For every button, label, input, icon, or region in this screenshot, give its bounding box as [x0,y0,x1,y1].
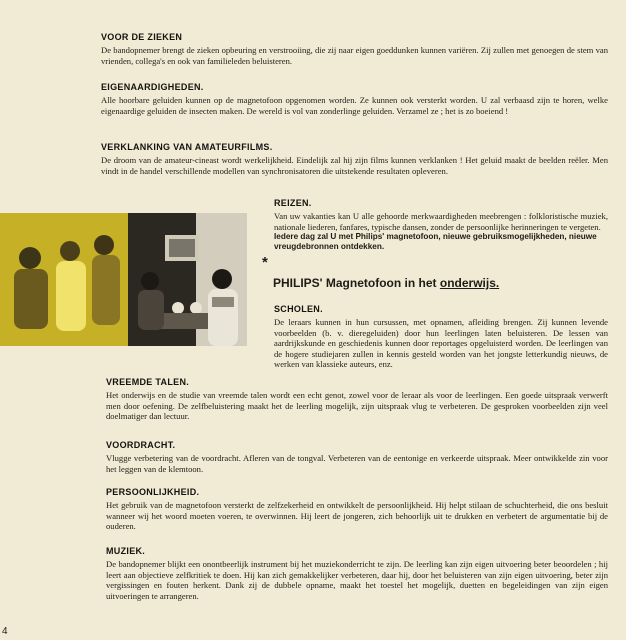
section-text: Van uw vakanties kan U alle gehoorde merkwaardigheden meebrengen : folkloristische muziek, nationale liederen, fanfares, typische dansen, zonder de persoonlijke herinneringen te vergeten. [274,211,608,232]
page-number: 4 [2,626,8,637]
section-text: Alle hoorbare geluiden kunnen op de magnetofoon opgenomen worden. Ze kunnen ook versterkt worden. U zal verbaasd zijn te horen, welke eigenaardige geluiden de insecten maken. De wereld is vol van zonderlinge geluiden. Verzamel ze ; het is zo boeiend ! [101,95,608,116]
section-text: De bandopnemer blijkt een onontbeerlijk instrument bij het muziekonderricht te zijn. De leerling kan zijn eigen uitvoering beter beoordelen ; hij leert aan objectieve zelfkritiek te doen. Hij kan zich gemakkelijker verbeteren, daar hij, door het beluisteren van zijn eigen uitvoering, beter zijn vergissingen en fouten herkent. Dank zij de dubbele opname, maakt het toestel het mogelijk, duetten en begeleidingen van zijn eigen uitvoeringen te arrangeren. [106,559,608,601]
section-voordracht [106,440,608,474]
section-reizen [274,198,608,252]
highlight-note: Iedere dag zal U met Philips' magnetofoon, nieuwe gebruiksmogelijkheden, nieuwe vreugdebronnen ontdekken. [274,232,597,252]
section-eigenaardigheden [101,82,608,116]
section-text: De leraars kunnen in hun cursussen, met opnamen, afleiding brengen. Zij kunnen levende voorbeelden (b. v. dieregeluiden) door hun leerlingen laten beluisteren. De lessen van aardrijkskunde en geschiedenis kunnen door reportages opgeluisterd worden. De leerlingen van de hogere studiejaren zullen in kennis gesteld worden van het jongste letterkundig nieuws, de werken van klassieke auteurs, enz. [274,317,608,370]
section-muziek [106,546,608,601]
section-title: EIGENAARDIGHEDEN. [101,82,204,92]
section-persoonlijkheid [106,487,608,532]
section-text: De droom van de amateur-cineast wordt werkelijkheid. Eindelijk zal hij zijn films kunnen verklanken ! Het geluid maakt de beelden reëler. Men vindt in de handel verschillende modellen van synchronisatoren die uitstekende resultaten opleveren. [101,155,608,176]
section-text: Het onderwijs en de studie van vreemde talen wordt een echt genot, zowel voor de leraar als voor de leerlingen. Een goede uitspraak verwerft men door oefening. De zelfbeluistering maakt het de leerling mogelijk, zijn uitspraak vlug te verbeteren. De gesproken voorbeelden zijn veel doelmatiger dan lectuur. [106,390,608,422]
section-title: VOOR DE ZIEKEN [101,32,183,42]
onderwijs-heading [273,276,607,290]
section-amateurfilms [101,142,608,176]
section-title: MUZIEK. [106,546,146,556]
section-title: PERSOONLIJKHEID. [106,487,200,497]
section-title: VOORDRACHT. [106,440,176,450]
section-title: VREEMDE TALEN. [106,377,190,387]
family-tape-recorder-photo [0,213,247,346]
photo-illustration [0,213,247,346]
section-scholen [274,304,608,370]
section-voor-de-zieken [101,32,608,66]
heading-underlined: onderwijs. [439,276,500,290]
section-text: Het gebruik van de magnetofoon versterkt de zelfzekerheid en ontwikkelt de persoonlijkheid. Hij helpt stilaan de schuchterheid, die ons besluit wanneer wij het woord moeten voeren, te overwinnen. Hij leert de jongeren, zich behoorlijk uit te drukken en verbetert de argumentatie bij de ouderen. [106,500,608,532]
section-vreemde-talen [106,377,608,422]
asterisk-mark: * [262,254,268,271]
section-text: De bandopnemer brengt de zieken opbeuring en verstrooiing, die zij naar eigen goeddunken kunnen variëren. Zij zullen met genoegen de stem van vrienden, collega's en ook van familieleden beluisteren. [101,45,608,66]
section-text: Vlugge verbetering van de voordracht. Afleren van de tongval. Verbeteren van de eentonige en verkeerde uitspraak. Meer ontwikkelde zin voor het leggen van de klemtoon. [106,453,608,474]
section-title: VERKLANKING VAN AMATEURFILMS. [101,142,273,152]
section-title: REIZEN. [274,198,312,208]
heading-prefix: PHILIPS' Magnetofoon in het [273,276,440,290]
section-title: SCHOLEN. [274,304,323,314]
